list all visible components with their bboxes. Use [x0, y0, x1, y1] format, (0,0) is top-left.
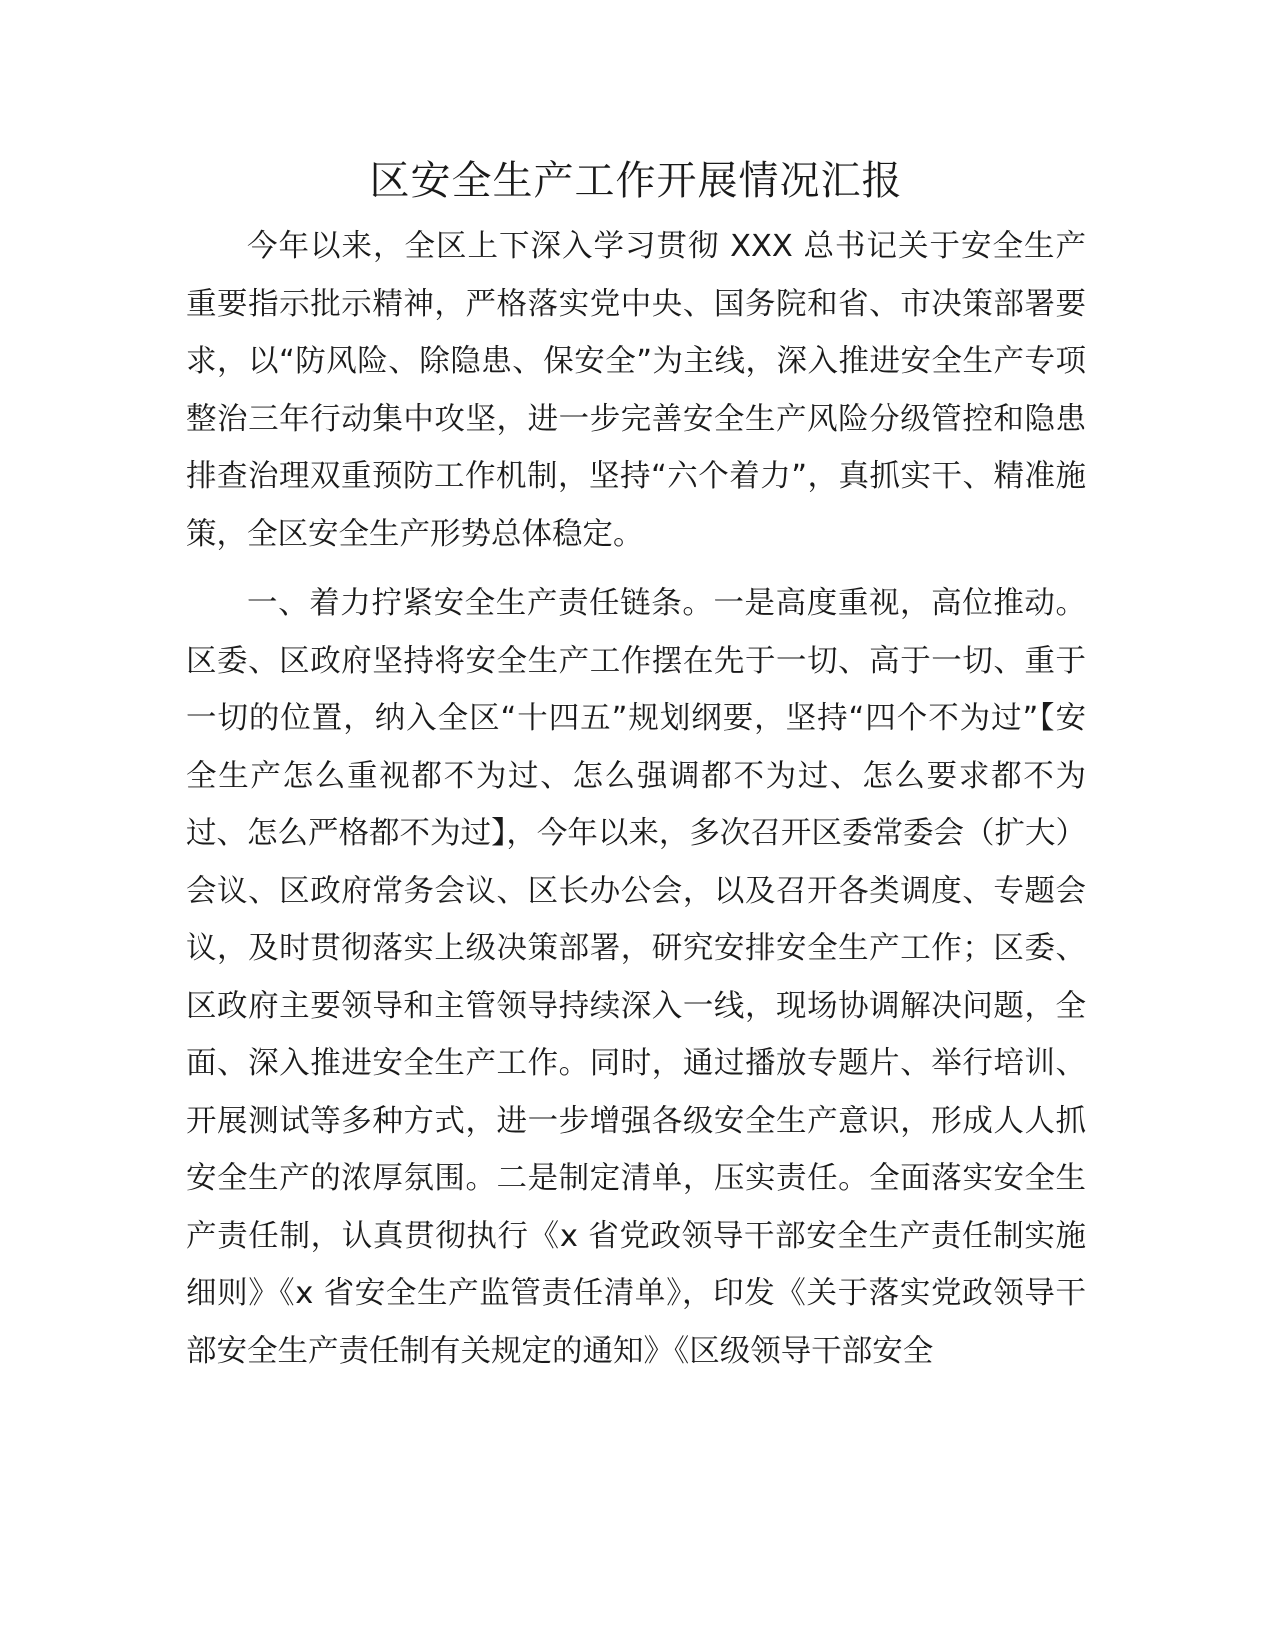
paragraph-intro: 今年以来，全区上下深入学习贯彻 XXX 总书记关于安全生产重要指示批示精神，严格落实党中央、国务院和省、市决策部署要求，以“防风险、除隐患、保安全”为主线，深入推进安全生产专项整治三年行动集中攻坚，进一步完善安全生产风险分级管控和隐患排查治理双重预防工作机制，坚持“六个着力”，真抓实干、精准施策，全区安全生产形势总体稳定。	[186, 229, 1086, 552]
document-title: 区安全生产工作开展情况汇报	[369, 158, 903, 204]
document-page	[186, 150, 1086, 1380]
paragraph-section-one: 一、着力拧紧安全生产责任链条。一是高度重视，高位推动。区委、区政府坚持将安全生产工作摆在先于一切、高于一切、重于一切的位置，纳入全区“十四五”规划纲要，坚持“四个不为过”【安全生产怎么重视都不为过、怎么强调都不为过、怎么要求都不为过、怎么严格都不为过】，今年以来，多次召开区委常委会（扩大）会议、区政府常务会议、区长办公会，以及召开各类调度、专题会议，及时贯彻落实上级决策部署，研究安排安全生产工作；区委、区政府主要领导和主管领导持续深入一线，现场协调解决问题，全面、深入推进安全生产工作。同时，通过播放专题片、举行培训、开展测试等多种方式，进一步增强各级安全生产意识，形成人人抓安全生产的浓厚氛围。二是制定清单，压实责任。全面落实安全生产责任制，认真贯彻执行《x 省党政领导干部安全生产责任制实施细则》《x 省安全生产监管责任清单》，印发《关于落实党政领导干部安全生产责任制有关规定的通知》《区级领导干部安全	[186, 586, 1086, 1369]
